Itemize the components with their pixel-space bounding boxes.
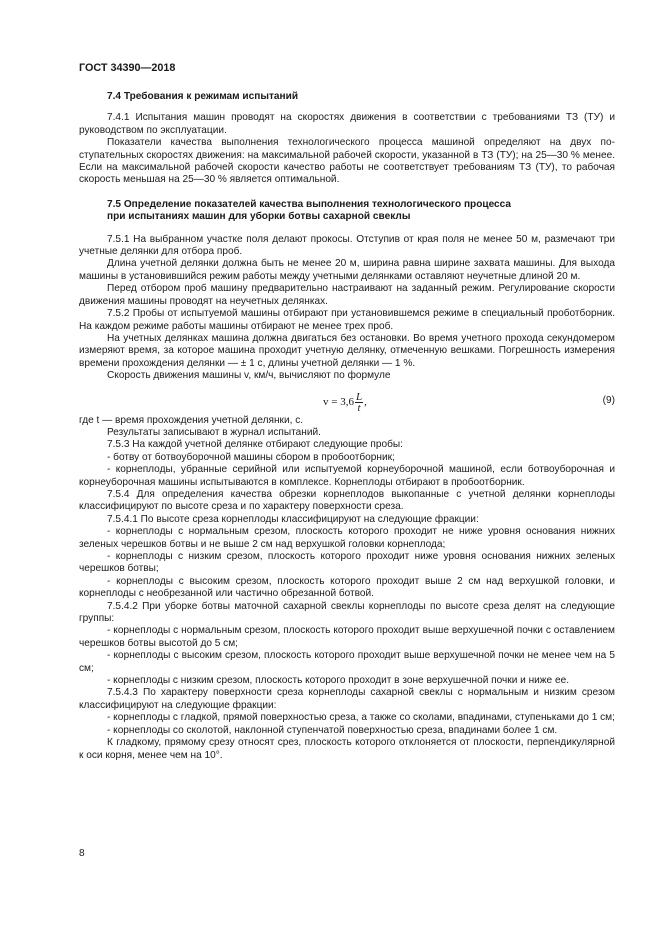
paragraph: 7.5.2 Пробы от испытуемой машины отбирают при установившемся режиме в специальный проботборник. На каждом режиме работы машины отбирают не менее трех проб. [79,308,615,332]
paragraph: 7.5.3 На каждой учетной делянке отбирают следующие пробы: [107,439,403,451]
list-item: - ботву от ботвоуборочной машины сбором в пробоотборник; [107,451,395,463]
paragraph: На учетных делянках машина должна двигаться без остановки. Во время учетного прохода секундомером измеряют время, за которое машина проходит учетную делянку, отмеченную вешками. Погрешность измерения времени прохождения делянки — ± 1 с, длины учетной делянки — 1 %. [79,332,615,369]
formula-denominator: t [357,401,361,414]
formula-numerator: L [355,390,363,403]
formula-number: (9) [602,394,615,406]
section-7-5-title-line2: при испытаниях машин для уборки ботвы сахарной свеклы [107,211,411,223]
paragraph: Длина учетной делянки должна быть не менее 20 м, ширина равна ширине захвата машины. Для выхода машины в установившийся режим работы между учетными делянками оставляют неучетные длиной 20 м. [79,258,615,282]
formula-tail: , [364,395,367,408]
paragraph: Скорость движения машины v, км/ч, вычисляют по формуле [107,370,391,382]
list-item: - корнеплоды с низким срезом, плоскость которого проходит в зоне верхушечной почки и ниже ее. [107,675,569,687]
document-id: ГОСТ 34390—2018 [79,62,176,74]
paragraph: 7.5.4 Для определения качества обрезки корнеплодов выкопанные с учетной делянки корнеплоды классифицируют по высоте среза и по характеру поверхности среза. [79,488,615,513]
paragraph: Показатели качества выполнения технологического процесса машиной определяют на двух поступательных скоростях движения: на максимальной рабочей скорости, указанной в ТЗ (ТУ); на 25—30 % менее. Если на максимальной рабочей скорости качество работы не соответствует требованиям ТЗ (ТУ), то рабочая скорость меньшая на 25—30 % является оптимальной. [79,137,615,186]
formula-lhs: v = 3,6 [323,395,354,408]
formula-expression [323,392,367,413]
list-item: - корнеплоды, убранные серийной или испытуемой корнеуборочной машиной, если ботвоуборочная и корнеуборочная машины испытываются в комплексе. Корнеплоды отбирают в пробоотборник. [79,464,615,488]
list-item: - корнеплоды с нормальным срезом, плоскость которого проходит не ниже уровня основания нижних зеленых черешков ботвы и не выше 2 см над верхушкой головки корнеплода; [79,526,615,550]
paragraph: 7.5.4.3 По характеру поверхности среза корнеплоды сахарной свеклы с нормальным и низким срезом классифицируют на следующие фракции: [79,687,615,711]
paragraph: 7.5.4.1 По высоте среза корнеплоды классифицируют на следующие фракции: [107,513,479,525]
list-item: - корнеплоды со сколотой, наклонной ступенчатой поверхностью среза, впадинами более 1 см. [107,724,558,736]
section-7-5-title-line1: 7.5 Определение показателей качества выполнения технологического процесса [107,198,512,210]
list-item: - корнеплоды с нормальным срезом, плоскость которого проходит выше верхушечной почки с оставлением черешков ботвы высотой до 5 см; [79,625,615,649]
section-7-5-title [79,199,615,224]
page-content [79,91,615,762]
list-item: - корнеплоды с низким срезом, плоскость которого проходит ниже уровня основания нижних зеленых черешков ботвы; [79,551,615,575]
page-number: 8 [79,848,85,859]
paragraph: Результаты записывают в журнал испытаний. [107,426,321,438]
list-item: - корнеплоды с высоким срезом, плоскость которого проходит выше верхушечной почки не менее чем на 5 см; [79,650,615,674]
paragraph: 7.5.1 На выбранном участке поля делают прокосы. Отступив от края поля не менее 50 м, размечают три учетные делянки для отбора проб. [79,233,615,258]
formula-fraction [355,392,363,413]
formula-9 [79,387,615,415]
list-item: - корнеплоды с гладкой, прямой поверхностью среза, а также со сколами, впадинами, ступеньками до 1 см; [107,712,615,724]
paragraph: Перед отбором проб машину предварительно настраивают на заданный режим. Регулирование скорости движения машины проводят на неучетных делянках. [79,283,615,307]
paragraph: К гладкому, прямому срезу относят срез, плоскость которого отклоняется от плоскости, перпендикулярной к оси корня, менее чем на 10°. [79,737,615,761]
paragraph: 7.4.1 Испытания машин проводят на скоростях движения в соответствии с требованиями ТЗ (ТУ) и руководством по эксплуатации. [79,112,615,136]
paragraph: где t — время прохождения учетной делянки, с. [79,414,304,426]
list-item: - корнеплоды с высоким срезом, плоскость которого проходит выше 2 см над верхушкой головки, и корнеплоды с необрезанной или частично обрезанной ботвой. [79,575,615,600]
section-7-4-title: 7.4 Требования к режимам испытаний [107,91,299,102]
paragraph: 7.5.4.2 При уборке ботвы маточной сахарной свеклы корнеплоды по высоте среза делят на следующие группы: [79,600,615,625]
